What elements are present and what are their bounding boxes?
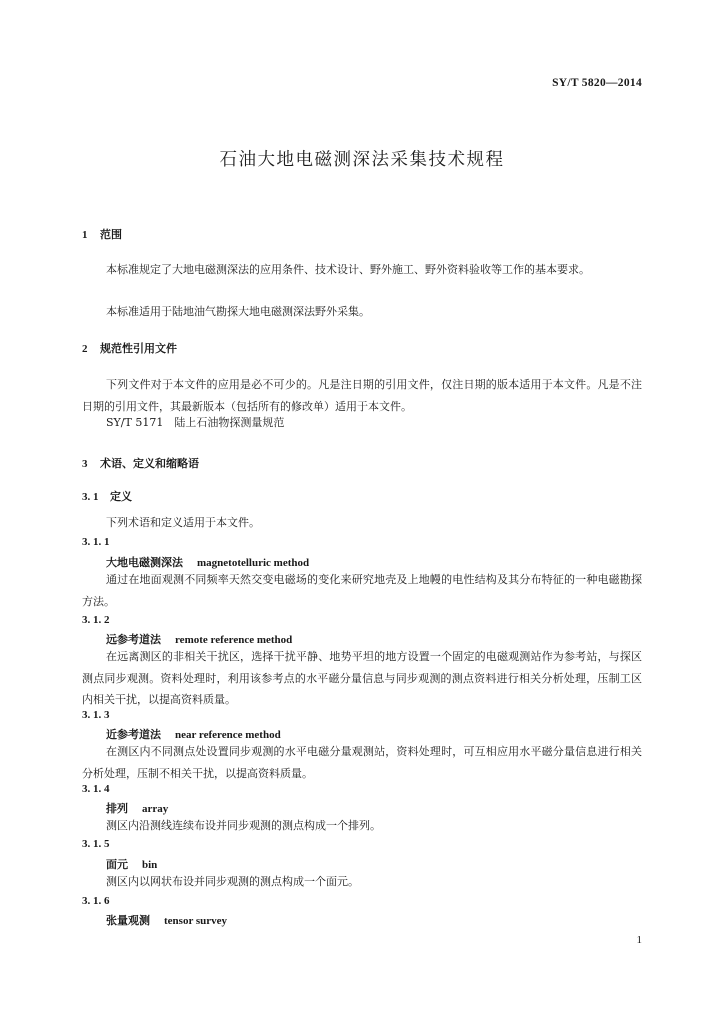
document-title: 石油大地电磁测深法采集技术规程: [219, 150, 505, 170]
section-heading-scope: [82, 226, 122, 242]
paragraph: 本标准适用于陆地油气勘探大地电磁测深法野外采集。: [106, 305, 370, 318]
term-definition: 在测区内不同测点处设置同步观测的水平电磁分量观测站，资料处理时，可互相应用水平磁分量信息进行相关分析处理，压制不相关干扰，以提高资料质量。: [82, 745, 642, 780]
term-entry: [106, 631, 292, 647]
clause-number: 3. 1. 5: [82, 838, 110, 850]
reference-item: SY/T 5171 陆上石油物探测量规范: [106, 416, 285, 429]
subsection-number: 3. 1: [82, 491, 99, 503]
paragraph: 本标准规定了大地电磁测深法的应用条件、技术设计、野外施工、野外资料验收等工作的基本要求。: [106, 263, 590, 276]
term-definition: 在远离测区的非相关干扰区，选择干扰平静、地势平坦的地方设置一个固定的电磁观测站作为参考站，与探区测点同步观测。资料处理时，利用该参考点的水平磁分量信息与同步观测的测点资料进行相关分析处理，压制工区内相关干扰，以提高资料质量。: [82, 650, 642, 706]
term-entry: [106, 856, 157, 872]
term-chinese: 张量观测: [106, 914, 150, 927]
subsection-heading-definitions: [82, 488, 132, 504]
section-heading-normative-references: [82, 340, 177, 356]
clause-number: 3. 1. 6: [82, 895, 110, 907]
section-title: 规范性引用文件: [100, 342, 177, 355]
section-title: 术语、定义和缩略语: [100, 457, 199, 470]
term-entry: [106, 554, 309, 570]
section-title: 范围: [100, 228, 122, 241]
standard-code: SY/T 5820—2014: [552, 77, 642, 89]
term-english: bin: [142, 859, 158, 871]
term-definition: 测区内沿测线连续布设并同步观测的测点构成一个排列。: [106, 819, 381, 832]
term-chinese: 排列: [106, 802, 128, 815]
paragraph: 下列文件对于本文件的应用是必不可少的。凡是注日期的引用文件，仅注日期的版本适用于本文件。凡是不注日期的引用文件，其最新版本（包括所有的修改单）适用于本文件。: [82, 378, 642, 413]
section-number: 3: [82, 458, 88, 470]
clause-number: 3. 1. 1: [82, 536, 110, 548]
term-chinese: 面元: [106, 858, 128, 871]
term-english: remote reference method: [175, 634, 293, 646]
term-english: near reference method: [175, 729, 281, 741]
clause-number: 3. 1. 3: [82, 709, 110, 721]
term-definition: 测区内以网状布设并同步观测的测点构成一个面元。: [106, 875, 359, 888]
term-english: magnetotelluric method: [197, 557, 310, 569]
term-definition: 通过在地面观测不同频率天然交变电磁场的变化来研究地壳及上地幔的电性结构及其分布特征的一种电磁勘探方法。: [82, 573, 642, 608]
term-chinese: 近参考道法: [106, 728, 161, 741]
paragraph: 下列术语和定义适用于本文件。: [106, 516, 260, 529]
clause-number: 3. 1. 4: [82, 783, 110, 795]
subsection-title: 定义: [110, 490, 132, 503]
term-english: tensor survey: [164, 915, 228, 927]
term-entry: [106, 726, 281, 742]
term-chinese: 大地电磁测深法: [106, 556, 183, 569]
term-entry: [106, 912, 227, 928]
term-chinese: 远参考道法: [106, 633, 161, 646]
section-heading-terms: [82, 455, 199, 471]
page-number: 1: [636, 934, 642, 946]
term-english: array: [142, 803, 169, 815]
term-entry: [106, 800, 168, 816]
clause-number: 3. 1. 2: [82, 614, 110, 626]
section-number: 1: [82, 229, 88, 241]
section-number: 2: [82, 343, 88, 355]
